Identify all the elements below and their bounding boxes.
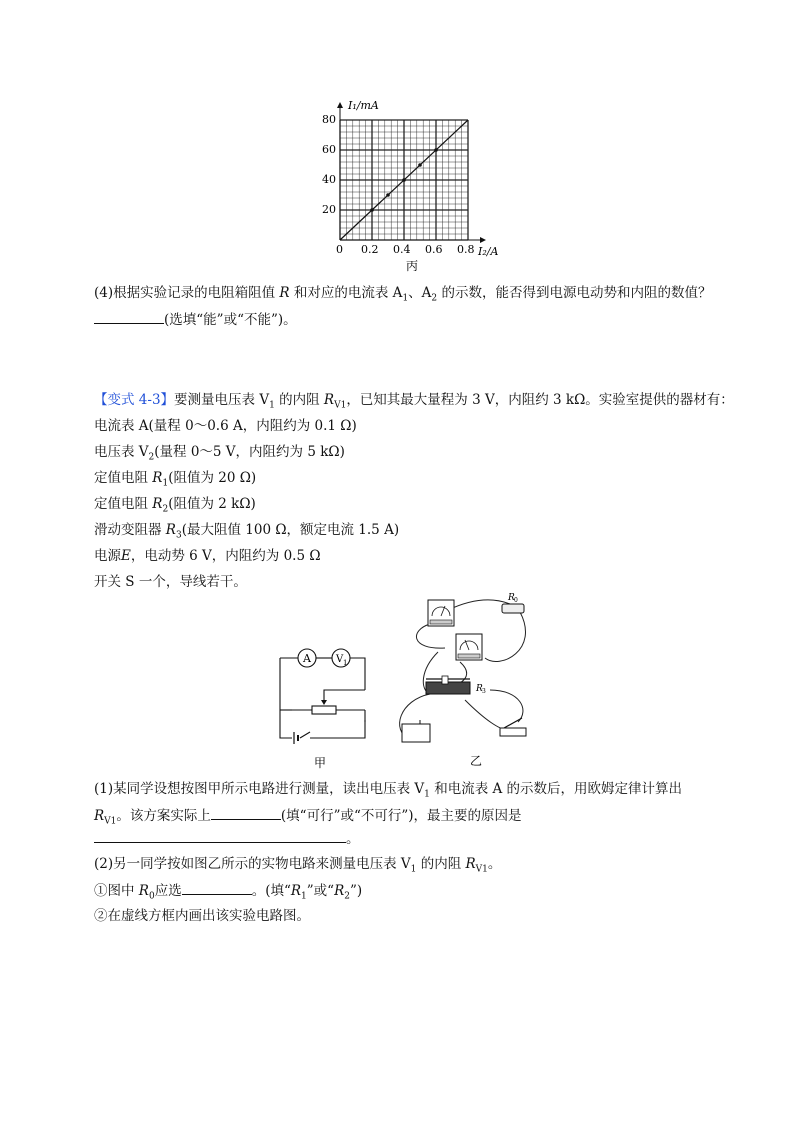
x-tick-0.4: 0.4 — [393, 243, 411, 256]
y-tick-40: 40 — [322, 173, 336, 186]
equipment-ammeter: 电流表 A(量程 0～0.6 A，内阻约为 0.1 Ω) — [94, 418, 357, 434]
figure-caption-yi: 乙 — [470, 754, 483, 768]
x-tick-0.2: 0.2 — [361, 243, 379, 256]
voltmeter-letter: V — [336, 654, 344, 665]
wire-right — [350, 658, 365, 690]
equipment-r1: 定值电阻 $R_1$(阻值为 20 Ω) — [94, 470, 257, 489]
data-point — [434, 148, 438, 152]
variant-intro: 【变式 4-3】要测量电压表 $V_1$ 的内阻 $R_{V1}$，已知其最大量程为 3 V，内阻约 3 kΩ。实验室提供的器材有： — [94, 392, 734, 411]
switch-blade — [300, 732, 310, 738]
wire-3 — [485, 612, 525, 661]
equipment-r2: 定值电阻 $R_2$(阻值为 2 kΩ) — [94, 496, 256, 515]
switch-base — [500, 728, 526, 736]
voltmeter-sub: 1 — [343, 659, 348, 667]
answer-blank-q2-1[interactable] — [182, 880, 252, 895]
equipment-voltmeter: 电压表 $V_2$(量程 0～5 V，内阻约为 5 kΩ) — [94, 444, 345, 463]
figure-caption-jia: 甲 — [314, 756, 327, 770]
rheostat-symbol — [312, 706, 336, 714]
question-2-1: ①图中 $R_0$应选 。(填“$R_1$”或“$R_2$”) — [94, 880, 362, 907]
slider-arrow — [321, 700, 327, 705]
wire-6 — [465, 700, 508, 730]
question-1-line2: $R_{V1}$。该方案实际上 (填“可行”或“不可行”)，最主要的原因是 — [94, 805, 522, 832]
r0-resistor — [502, 604, 524, 613]
r0-sub: 0 — [514, 597, 518, 604]
question-2: (2)另一同学按如图乙所示的实物电路来测量电压表 $V_1$ 的内阻 $R_{V1}$。 — [94, 856, 502, 875]
graph-caption: 丙 — [406, 259, 419, 273]
y-tick-80: 80 — [322, 113, 336, 126]
apparatus-diagram-yi — [390, 590, 550, 770]
question-1-line3: 。 — [94, 828, 360, 849]
question-2-2: ②在虚线方框内画出该实验电路图。 — [94, 908, 310, 924]
switch-lever — [504, 718, 522, 728]
wire-loop — [280, 658, 292, 738]
answer-blank-q1-reason[interactable] — [94, 828, 346, 843]
variant-tag: 【变式 4-3】 — [94, 392, 175, 408]
y-tick-60: 60 — [322, 143, 336, 156]
circuit-diagram-jia — [270, 640, 380, 770]
x-axis-label: I₂/A — [478, 245, 498, 258]
wire-2 — [416, 624, 445, 648]
data-point — [386, 193, 390, 197]
wire-1 — [448, 600, 510, 610]
ammeter-base — [430, 620, 452, 624]
data-point — [402, 178, 406, 182]
x-axis-arrow — [480, 237, 486, 243]
question-4: (4)根据实验记录的电阻箱阻值 R 和对应的电流表 $A_1$、$A_2$ 的示数，能否得到电源电动势和内阻的数值？ — [94, 285, 712, 304]
equipment-r3: 滑动变阻器 $R_3$(最大阻值 100 Ω，额定电流 1.5 A) — [94, 522, 400, 541]
x-tick-0.6: 0.6 — [425, 243, 443, 256]
equipment-switch: 开关 S 一个，导线若干。 — [94, 574, 247, 590]
battery-device — [402, 724, 430, 742]
r3-label: R — [476, 684, 483, 694]
y-axis-arrow — [337, 102, 343, 108]
x-tick-0.8: 0.8 — [457, 243, 475, 256]
r3-sub: 3 — [482, 688, 486, 695]
r0-label: R — [508, 593, 515, 603]
y-axis-label: I₁/mA — [348, 99, 379, 112]
question-4-answer-line: (选填“能”或“不能”)。 — [94, 309, 297, 330]
rheostat-slider — [442, 676, 448, 684]
equipment-source: 电源E，电动势 6 V，内阻约为 0.5 Ω — [94, 548, 321, 564]
y-tick-20: 20 — [322, 203, 336, 216]
x-tick-0: 0 — [336, 243, 343, 256]
wire-bottom — [310, 720, 365, 738]
data-point — [418, 163, 422, 167]
answer-blank-q4[interactable] — [94, 309, 164, 324]
graph-bing — [318, 96, 498, 274]
data-point — [370, 208, 374, 212]
wire-slider — [324, 690, 365, 702]
question-1: (1)某同学设想按图甲所示电路进行测量，读出电压表 $V_1$ 和电流表 A 的示数后，用欧姆定律计算出 — [94, 781, 683, 800]
voltmeter-base — [458, 654, 480, 658]
wire-7 — [490, 690, 523, 722]
ammeter-letter: A — [303, 652, 311, 665]
answer-blank-q1-feasible[interactable] — [211, 805, 281, 820]
